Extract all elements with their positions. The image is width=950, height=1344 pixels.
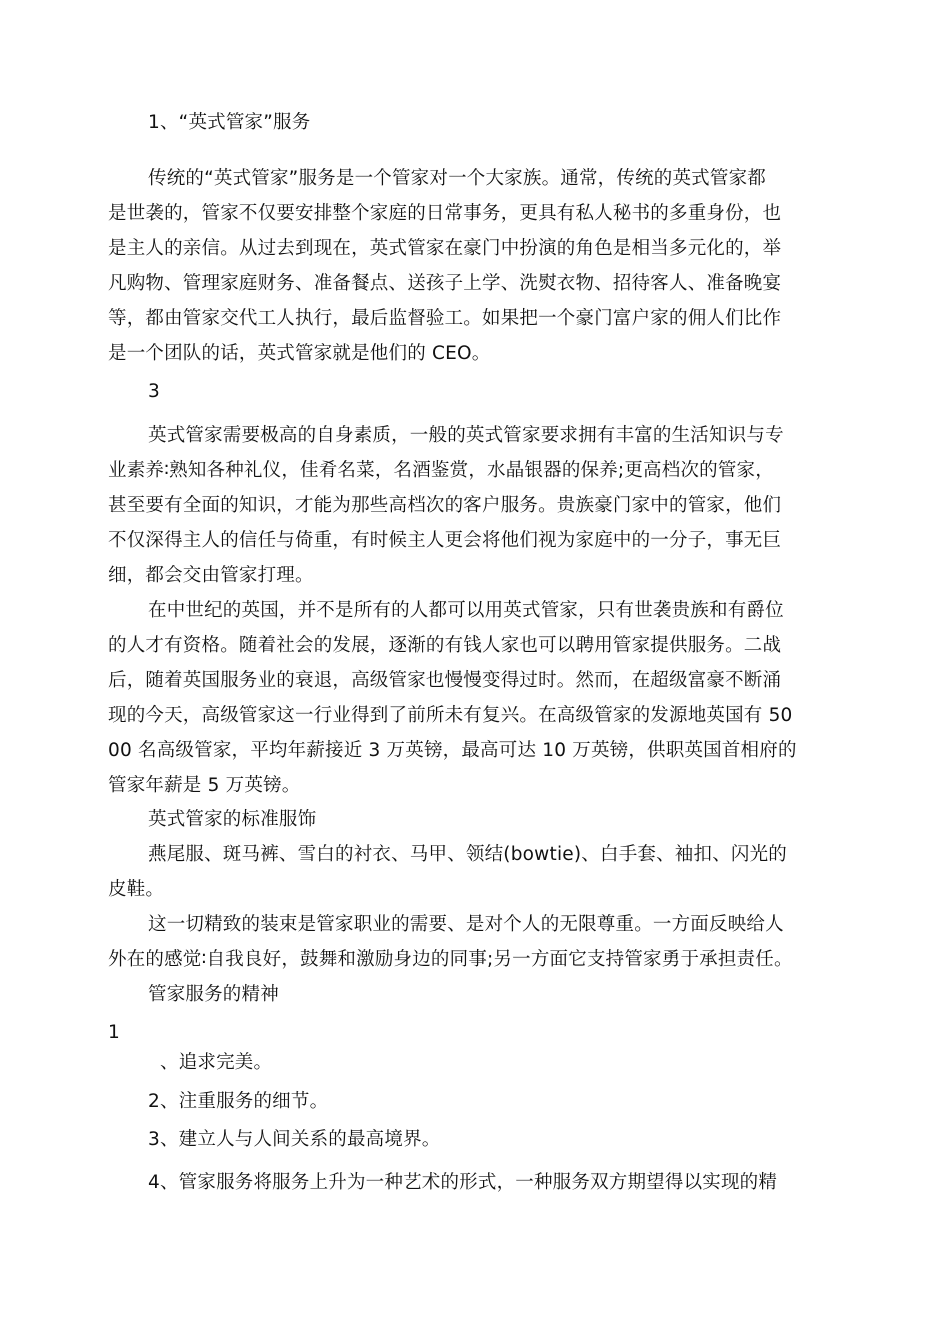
list-item: 4、管家服务将服务上升为一种艺术的形式，一种服务双方期望得以实现的精 xyxy=(148,1172,778,1193)
paragraph-line: 外在的感觉∶自我良好，鼓舞和激励身边的同事;另一方面它支持管家勇于承担责任。 xyxy=(108,949,793,970)
paragraph-line: 现的今天，高级管家这一行业得到了前所未有复兴。在高级管家的发源地英国有 50 xyxy=(108,705,793,726)
paragraph-line: 皮鞋。 xyxy=(108,879,165,900)
paragraph-line: 00 名高级管家，平均年薪接近 3 万英镑，最高可达 10 万英镑，供职英国首相府的 xyxy=(108,740,797,761)
paragraph-line: 凡购物、管理家庭财务、准备餐点、送孩子上学、洗熨衣物、招待客人、准备晚宴 xyxy=(108,273,782,294)
paragraph-line: 甚至要有全面的知识，才能为那些高档次的客户服务。贵族豪门家中的管家，他们 xyxy=(108,495,782,516)
list-item: 3、建立人与人间关系的最高境界。 xyxy=(148,1129,441,1150)
paragraph-line: 后，随着英国服务业的衰退，高级管家也慢慢变得过时。然而，在超级富豪不断涌 xyxy=(108,670,782,691)
stray-page-number: 3 xyxy=(148,381,160,402)
paragraph-line: 燕尾服、斑马裤、雪白的衬衣、马甲、领结(bowtie)、白手套、袖扣、闪光的 xyxy=(148,844,788,865)
paragraph-line: 是一个团队的话，英式管家就是他们的 CEO。 xyxy=(108,343,491,364)
paragraph-line: 是世袭的，管家不仅要安排整个家庭的日常事务，更具有私人秘书的多重身份，也 xyxy=(108,203,782,224)
section-heading-british-butler-service: 1、“英式管家”服务 xyxy=(148,112,311,133)
list-item: 2、注重服务的细节。 xyxy=(148,1091,329,1112)
section-heading-standard-attire: 英式管家的标准服饰 xyxy=(148,809,317,830)
paragraph-line: 等，都由管家交代工人执行，最后监督验工。如果把一个豪门富户家的佣人们比作 xyxy=(108,308,782,329)
paragraph-line: 业素养∶熟知各种礼仪，佳肴名菜，名酒鉴赏，水晶银器的保养;更高档次的管家， xyxy=(108,460,774,481)
paragraph-line: 英式管家需要极高的自身素质，一般的英式管家要求拥有丰富的生活知识与专 xyxy=(148,425,784,446)
paragraph-line: 管家年薪是 5 万英镑。 xyxy=(108,775,301,796)
paragraph-line: 传统的“英式管家”服务是一个管家对一个大家族。通常，传统的英式管家都 xyxy=(148,168,766,189)
paragraph-line: 不仅深得主人的信任与倚重，有时候主人更会将他们视为家庭中的一分子，事无巨 xyxy=(108,530,782,551)
section-heading-butler-spirit: 管家服务的精神 xyxy=(148,984,279,1005)
paragraph-line: 细，都会交由管家打理。 xyxy=(108,565,314,586)
paragraph-line: 这一切精致的装束是管家职业的需要、是对个人的无限尊重。一方面反映给人 xyxy=(148,914,784,935)
list-number: 1 xyxy=(108,1022,120,1043)
paragraph-line: 的人才有资格。随着社会的发展，逐渐的有钱人家也可以聘用管家提供服务。二战 xyxy=(108,635,782,656)
paragraph-line: 是主人的亲信。从过去到现在，英式管家在豪门中扮演的角色是相当多元化的，举 xyxy=(108,238,782,259)
paragraph-line: 在中世纪的英国，并不是所有的人都可以用英式管家，只有世袭贵族和有爵位 xyxy=(148,600,784,621)
list-item: 、追求完美。 xyxy=(160,1052,273,1073)
